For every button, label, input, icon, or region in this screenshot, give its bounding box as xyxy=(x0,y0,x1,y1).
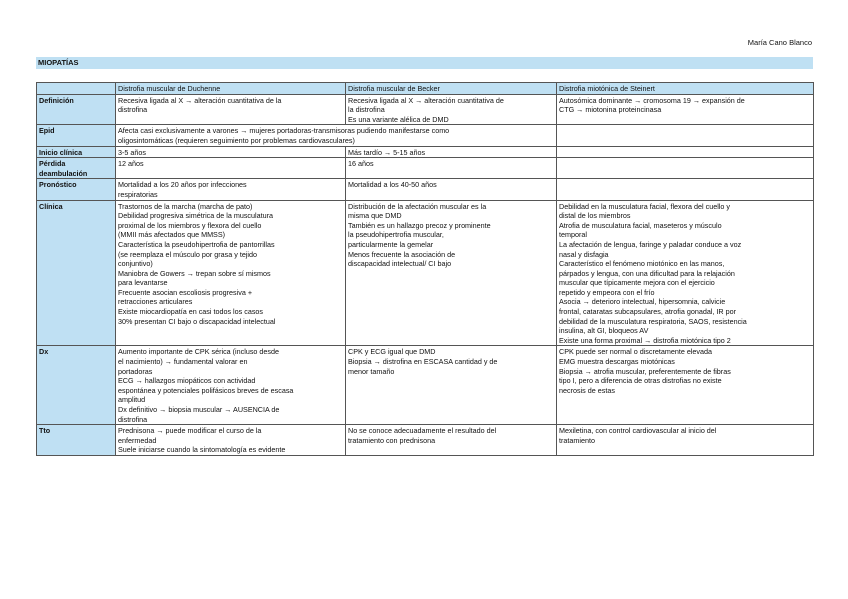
table-cell xyxy=(346,346,557,425)
section-title: MIOPATÍAS xyxy=(36,57,813,69)
cell-line: Menos frecuente la asociación de xyxy=(348,249,456,259)
table-cell xyxy=(116,158,346,179)
cell-line: Biopsia → atrofia muscular, preferentemente de fibras xyxy=(559,366,731,376)
table-cell xyxy=(346,179,557,200)
table-cell xyxy=(116,146,346,158)
row-label: Dx xyxy=(37,346,116,425)
cell-line: Maniobra de Gowers → trepan sobre sí mismos xyxy=(118,268,271,278)
table-cell xyxy=(116,94,346,125)
cell-line: Autosómica dominante → cromosoma 19 → expansión de xyxy=(559,95,745,105)
cell-line: párpados y lengua, con una dificultad para la relajación xyxy=(559,268,735,278)
cell-line: frontal, cataratas subcapsulares, atrofia gonadal, IR por xyxy=(559,307,736,317)
table-row xyxy=(37,158,814,179)
cell-line: Prednisona → puede modificar el curso de la xyxy=(118,426,262,436)
cell-line: Mexiletina, con control cardiovascular al inicio del xyxy=(559,426,717,436)
table-cell xyxy=(116,346,346,425)
cell-line: el nacimiento) → fundamental valorar en xyxy=(118,357,248,367)
cell-line: la distrofina xyxy=(348,105,385,115)
cell-line: Afecta casi exclusivamente a varones → mujeres portadoras-transmisoras pudiendo manifestarse como xyxy=(118,126,450,136)
cell-line: respiratorias xyxy=(118,189,158,199)
table-cell xyxy=(557,179,814,200)
table-cell xyxy=(557,158,814,179)
cell-line: Existe miocardiopatía en casi todos los casos xyxy=(118,307,264,317)
cell-line: La afectación de lengua, faringe y paladar conduce a voz xyxy=(559,239,742,249)
cell-line: 30% presentan CI bajo o discapacidad intelectual xyxy=(118,316,276,326)
cell-line: CTG → miotonina proteincinasa xyxy=(559,105,662,115)
row-label: Definición xyxy=(37,94,116,125)
cell-line: Biopsia → distrofina en ESCASA cantidad y de xyxy=(348,357,498,367)
cell-line: espontánea y potenciales polifásicos breves de escasa xyxy=(118,385,294,395)
cell-line: misma que DMD xyxy=(348,211,402,221)
cell-line: tratamiento xyxy=(559,435,595,445)
cell-line: Existe una forma proximal → distrofia miotónica tipo 2 xyxy=(559,335,731,345)
cell-line: Dx definitivo → biopsia muscular → AUSENCIA de xyxy=(118,405,280,414)
header-corner xyxy=(37,83,116,95)
cell-line: particularmente la gemelar xyxy=(348,239,434,249)
cell-line: Atrofia de musculatura facial, maseteros y músculo xyxy=(559,220,722,230)
cell-line: Debilidad progresiva simétrica de la musculatura xyxy=(118,211,274,221)
cell-line: EMG muestra descargas miotónicas xyxy=(559,357,675,367)
table-cell xyxy=(557,146,814,158)
cell-line: amplitud xyxy=(118,395,146,405)
cell-line: Asocia → deterioro intelectual, hipersomnia, calvicie xyxy=(559,297,726,307)
table-cell xyxy=(346,158,557,179)
table-row xyxy=(37,200,814,346)
cell-line: ECG → hallazgos miopáticos con actividad xyxy=(118,376,256,386)
cell-line: 12 años xyxy=(118,159,144,169)
cell-line: 16 años xyxy=(348,159,374,169)
cell-line: Más tardío → 5-15 años xyxy=(348,147,426,157)
table-cell xyxy=(116,125,557,146)
table-cell xyxy=(346,200,557,346)
cell-line: Frecuente asocian escoliosis progresiva + xyxy=(118,287,253,297)
cell-line: Trastornos de la marcha (marcha de pato) xyxy=(118,201,253,211)
cell-line: (MMII más afectados que MMSS) xyxy=(118,230,226,240)
cell-line: la pseudohipertrofia muscular, xyxy=(348,230,444,240)
table-row xyxy=(37,346,814,425)
cell-line: Característica la pseudohipertrofia de pantorrillas xyxy=(118,239,275,249)
cell-line: También es un hallazgo precoz y prominente xyxy=(348,220,491,230)
table-row xyxy=(37,146,814,158)
cell-line: 3-5 años xyxy=(118,147,146,157)
cell-line: conjuntivo) xyxy=(118,259,153,269)
column-header: Distrofia miotónica de Steinert xyxy=(557,83,814,95)
cell-line: distrofina xyxy=(118,105,148,115)
table-cell xyxy=(557,94,814,125)
cell-line: menor tamaño xyxy=(348,366,395,376)
table-cell xyxy=(557,200,814,346)
cell-line: CPK puede ser normal o discretamente elevada xyxy=(559,347,713,357)
cell-line: CPK y ECG igual que DMD xyxy=(348,347,436,357)
cell-line: nasal y disfagia xyxy=(559,249,609,259)
cell-line: insulina, alt GI, bloqueos AV xyxy=(559,326,649,336)
cell-line: muscular que típicamente mejora con el ejercicio xyxy=(559,278,715,288)
column-header: Distrofia muscular de Becker xyxy=(346,83,557,95)
table-cell xyxy=(346,94,557,125)
cell-line: temporal xyxy=(559,230,587,240)
myopathies-table xyxy=(36,82,814,456)
cell-line: oligosintomáticas (requieren seguimiento por problemas cardiovasculares) xyxy=(118,135,355,145)
row-label: Tto xyxy=(37,425,116,456)
author-name: María Cano Blanco xyxy=(747,38,812,47)
cell-line: Aumento importante de CPK sérica (incluso desde xyxy=(118,347,280,357)
cell-line: tratamiento con prednisona xyxy=(348,435,436,445)
cell-line: tipo I, pero a diferencia de otras distrofias no existe xyxy=(559,376,722,386)
row-label-line: deambulación xyxy=(39,168,88,178)
table-cell xyxy=(557,425,814,456)
row-label: Pronóstico xyxy=(37,179,116,200)
cell-line: portadoras xyxy=(118,366,153,376)
row-label: Clínica xyxy=(37,200,116,346)
cell-line: Debilidad en la musculatura facial, flexora del cuello y xyxy=(559,201,730,211)
table-row xyxy=(37,125,814,146)
table-cell xyxy=(116,425,346,456)
cell-line: retracciones articulares xyxy=(118,297,193,307)
row-label-line: Pérdida xyxy=(39,159,66,169)
row-label: Epid xyxy=(37,125,116,146)
cell-line: enfermedad xyxy=(118,435,157,445)
cell-line: Recesiva ligada al X → alteración cuantitativa de xyxy=(348,95,504,105)
row-label xyxy=(37,158,116,179)
cell-line: Suele iniciarse cuando la sintomatología es evidente xyxy=(118,445,286,455)
table-row xyxy=(37,179,814,200)
cell-line: proximal de los miembros y flexora del cuello xyxy=(118,220,262,230)
cell-line: Es una variante alélica de DMD xyxy=(348,114,449,124)
cell-line: Mortalidad a los 40-50 años xyxy=(348,180,437,190)
table-row xyxy=(37,425,814,456)
cell-line: distal de los miembros xyxy=(559,211,631,221)
table-cell xyxy=(116,200,346,346)
cell-line: necrosis de estas xyxy=(559,385,615,395)
table-cell xyxy=(346,146,557,158)
table-row xyxy=(37,94,814,125)
row-label: Inicio clínica xyxy=(37,146,116,158)
cell-line: distrofina xyxy=(118,414,148,424)
cell-line: discapacidad intelectual/ CI bajo xyxy=(348,259,452,269)
table-header-row xyxy=(37,83,814,95)
cell-line: No se conoce adecuadamente el resultado del xyxy=(348,426,497,436)
table-cell xyxy=(557,346,814,425)
cell-line: repetido y empeora con el frío xyxy=(559,287,655,297)
cell-line: para levantarse xyxy=(118,278,168,288)
cell-line: Recesiva ligada al X → alteración cuantitativa de la xyxy=(118,95,282,105)
table-cell xyxy=(346,425,557,456)
cell-line: Distribución de la afectación muscular es la xyxy=(348,201,487,211)
cell-line: (se reemplaza el músculo por grasa y tejido xyxy=(118,249,258,259)
cell-line: Característico el fenómeno miotónico en las manos, xyxy=(559,259,725,269)
table-cell xyxy=(557,125,814,146)
cell-line: debilidad de la musculatura respiratoria, SAOS, resistencia xyxy=(559,316,747,326)
column-header: Distrofia muscular de Duchenne xyxy=(116,83,346,95)
table-cell xyxy=(116,179,346,200)
cell-line: Mortalidad a los 20 años por infecciones xyxy=(118,180,247,190)
